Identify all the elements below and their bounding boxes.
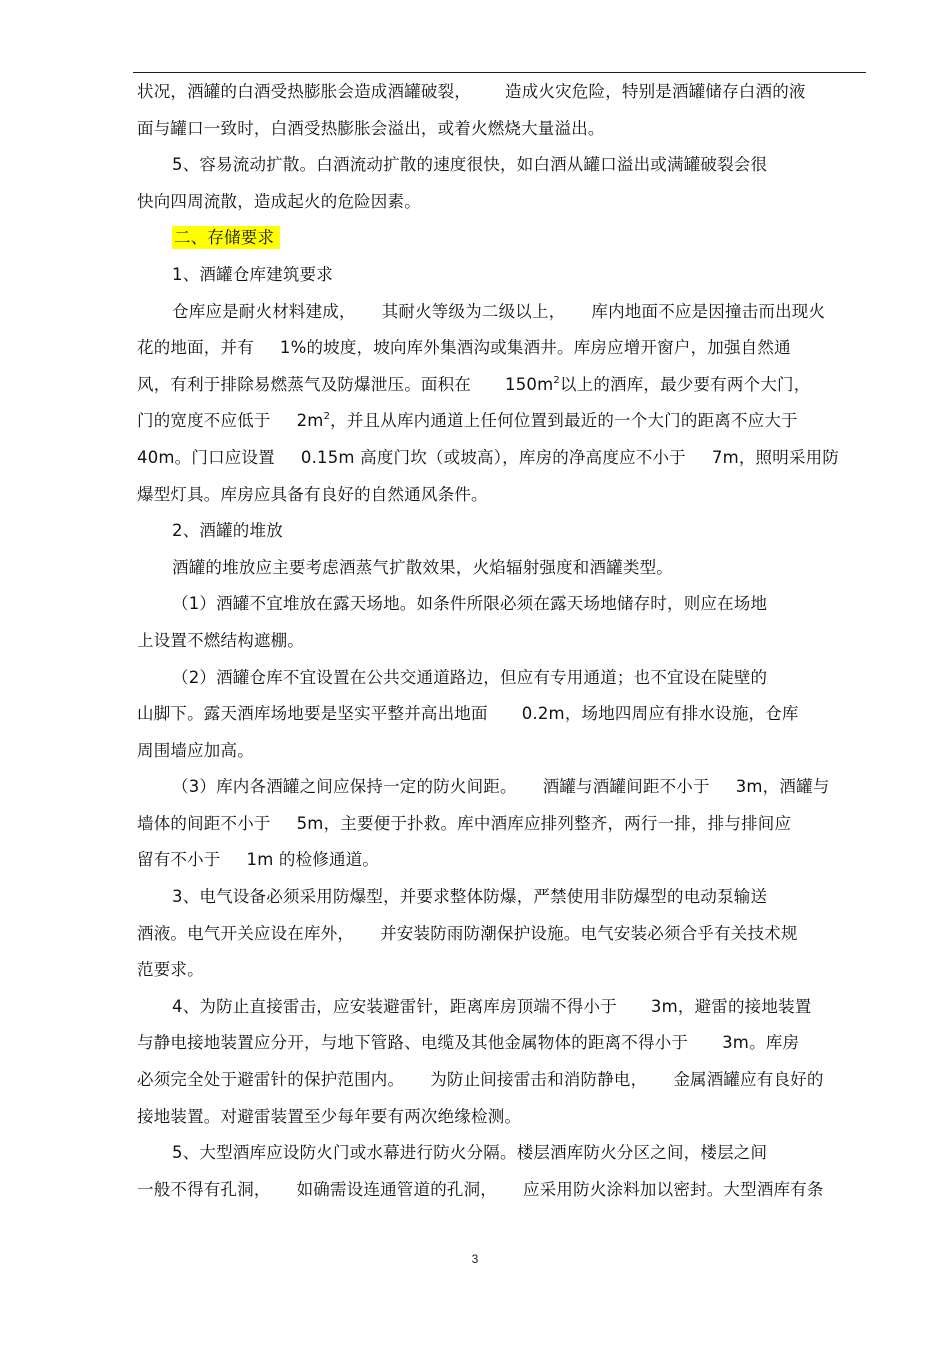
text-line: 3、电气设备必须采用防爆型，并要求整体防爆，严禁使用非防爆型的电动泵输送 [172, 887, 768, 907]
text-line: （2）酒罐仓库不宜设置在公共交通道路边，但应有专用通道；也不宜设在陡壁的 [172, 667, 768, 687]
subsection-heading: 1、酒罐仓库建筑要求 [172, 264, 333, 284]
text-line: 与静电接地装置应分开，与地下管路、电缆及其他金属物体的距离不得小于 3m。库房 [137, 1033, 800, 1053]
text-line: 风，有利于排除易燃蒸气及防爆泄压。面积在 $150m^2$以上的酒库，最少要有两个大门， [137, 374, 811, 394]
text-line: 爆型灯具。库房应具备有良好的自然通风条件。 [137, 484, 488, 504]
text-line: 状况，酒罐的白酒受热膨胀会造成酒罐破裂， 造成火灾危险，特别是酒罐储存白酒的液 [137, 82, 806, 101]
text-line: 山脚下。露天酒库场地要是坚实平整并高出地面 0.2m，场地四周应有排水设施，仓库 [137, 704, 799, 724]
header-rule [133, 72, 866, 73]
page-number: 3 [471, 1252, 479, 1266]
text-line: 酒液。电气开关应设在库外， 并安装防雨防潮保护设施。电气安装必须合乎有关技术规 [137, 923, 798, 943]
text-line: 墙体的间距不小于 5m，主要便于扑救。库中酒库应排列整齐，两行一排，排与排间应 [137, 813, 792, 833]
subsection-heading: 2、酒罐的堆放 [172, 521, 283, 541]
text-line: （1）酒罐不宜堆放在露天场地。如条件所限必须在露天场地储存时，则应在场地 [172, 594, 768, 614]
text-line: 接地装置。对避雷装置至少每年要有两次绝缘检测。 [137, 1106, 522, 1126]
text-line: 快向四周流散，造成起火的危险因素。 [137, 191, 421, 211]
text-line: 面与罐口一致时，白酒受热膨胀会溢出，或着火燃烧大量溢出。 [137, 118, 605, 138]
text-line: 5、大型酒库应设防火门或水幕进行防火分隔。楼层酒库防火分区之间，楼层之间 [172, 1143, 768, 1163]
text-line: 上设置不燃结构遮棚。 [137, 630, 304, 650]
text-line: 仓库应是耐火材料建成， 其耐火等级为二级以上， 库内地面不应是因撞击而出现火 [172, 301, 826, 321]
section-heading [137, 220, 857, 257]
highlighted-heading: 二、存储要求 [172, 226, 280, 249]
text-line: 4、为防止直接雷击，应安装避雷针，距离库房顶端不得小于 3m，避雷的接地装置 [172, 996, 812, 1016]
text-line: 门的宽度不应低于 $2m^2$，并且从库内通道上任何位置到最近的一个大门的距离不应大于 [137, 411, 798, 431]
text-line: 必须完全处于避雷针的保护范围内。 为防止间接雷击和消防静电， 金属酒罐应有良好的 [137, 1070, 824, 1090]
text-line: 留有不小于 1m 的检修通道。 [137, 850, 380, 870]
text-line: 酒罐的堆放应主要考虑酒蒸气扩散效果，火焰辐射强度和酒罐类型。 [172, 557, 673, 577]
text-line: （3）库内各酒罐之间应保持一定的防火间距。 酒罐与酒罐间距不小于 3m，酒罐与 [172, 777, 830, 797]
text-line: 花的地面，并有 1%的坡度，坡向库外集酒沟或集酒井。库房应增开窗户，加强自然通 [137, 338, 791, 358]
body-text [137, 74, 857, 1208]
text-line: 40m。门口应设置 0.15m 高度门坎（或坡高），库房的净高度应不小于 7m，照明采用防 [137, 447, 840, 467]
text-line: 一般不得有孔洞， 如确需设连通管道的孔洞， 应采用防火涂料加以密封。大型酒库有条 [137, 1179, 824, 1199]
text-line: 5、容易流动扩散。白酒流动扩散的速度很快，如白酒从罐口溢出或满罐破裂会很 [172, 155, 768, 175]
text-line: 范要求。 [137, 960, 204, 980]
text-line: 周围墙应加高。 [137, 740, 254, 760]
